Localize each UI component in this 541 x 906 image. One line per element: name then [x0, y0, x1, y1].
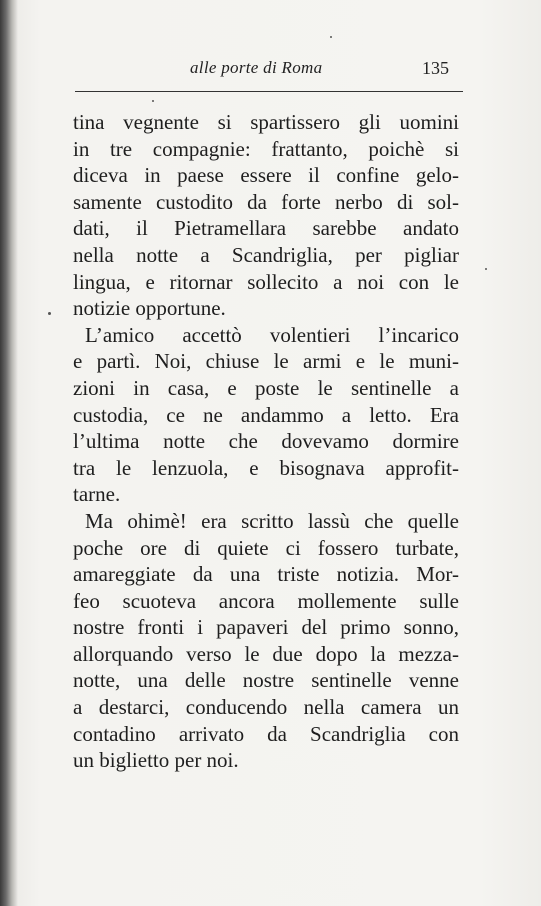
header-rule [75, 91, 463, 92]
text-line: notte, una delle nostre sentinelle venne [73, 668, 459, 693]
page-number: 135 [422, 58, 449, 78]
paragraph-end-line: un biglietto per noi. [73, 748, 239, 773]
text-line: contadino arrivato da Scandriglia con [73, 721, 459, 746]
text-line: custodia, ce ne andammo a letto. Era [73, 402, 459, 427]
text-line: e partì. Noi, chiuse le armi e le muni- [73, 349, 459, 374]
paragraph-end-line: notizie opportune. [73, 296, 226, 321]
running-title: alle porte di Roma [190, 58, 323, 77]
text-line: tina vegnente si spartissero gli uomini [73, 110, 459, 134]
text-line: l’ultima notte che dovevamo dormire [73, 429, 459, 454]
body-text [73, 109, 459, 774]
text-line: amareggiate da una triste notizia. Mor- [73, 562, 459, 587]
text-line: feo scuoteva ancora mollemente sulle [73, 588, 459, 613]
paragraph-start-line: L’amico accettò volentieri l’incarico [85, 322, 459, 347]
text-line: zioni in casa, e poste le sentinelle a [73, 375, 459, 400]
paragraph-end-line: tarne. [73, 482, 121, 507]
text-line: samente custodito da forte nerbo di sol- [73, 189, 459, 214]
running-head [0, 58, 541, 82]
text-line: a destarci, conducendo nella camera un [73, 695, 459, 720]
print-speck [330, 36, 332, 38]
text-line: poche ore di quiete ci fossero turbate, [73, 535, 459, 560]
text-line: lingua, e ritornar sollecito a noi con le [73, 269, 459, 294]
print-speck [485, 268, 487, 270]
text-line: in tre compagnie: frattanto, poichè si [73, 136, 459, 161]
text-line: nella notte a Scandriglia, per pigliar [73, 242, 459, 267]
text-line: allorquando verso le due dopo la mezza- [73, 641, 459, 666]
text-line: dati, il Pietramellara sarebbe andato [73, 216, 459, 241]
print-speck [48, 312, 51, 315]
text-line: diceva in paese essere il confine gelo- [73, 163, 459, 188]
binding-shadow [0, 0, 18, 906]
print-speck [152, 100, 154, 102]
text-line: nostre fronti i papaveri del primo sonno, [73, 615, 459, 640]
text-line: tra le lenzuola, e bisognava approfit- [73, 455, 459, 480]
paragraph-start-line: Ma ohimè! era scritto lassù che quelle [85, 508, 459, 533]
